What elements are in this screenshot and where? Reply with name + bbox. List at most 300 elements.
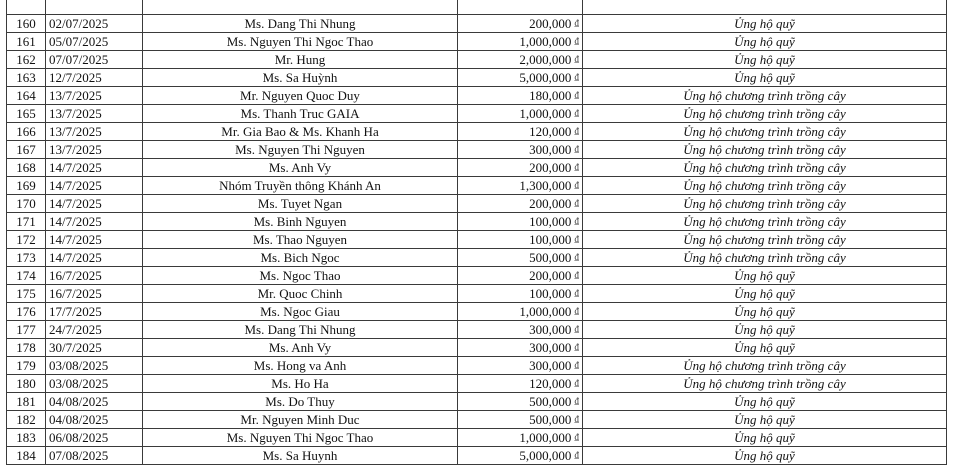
- donation-table-body: [7, 0, 947, 465]
- currency-symbol: ₫: [574, 126, 579, 136]
- note-cell: [583, 177, 947, 195]
- currency-symbol: ₫: [574, 450, 579, 460]
- currency-symbol: ₫: [574, 144, 579, 154]
- amount-text: 300,000: [529, 340, 572, 355]
- row-number-text: 161: [16, 33, 36, 49]
- donor-name-text: Ms. Sa Huynh: [262, 447, 338, 463]
- date-cell: [46, 15, 143, 33]
- note-text: Ủng hộ quỹ: [734, 429, 795, 445]
- row-number-text: 178: [16, 339, 36, 355]
- donor-name-cell: [143, 123, 458, 141]
- currency-symbol: ₫: [574, 198, 579, 208]
- amount-text: 200,000: [529, 16, 572, 31]
- amount-cell: [458, 213, 583, 231]
- date-cell: [46, 303, 143, 321]
- currency-symbol: ₫: [574, 270, 579, 280]
- amount-cell: [458, 321, 583, 339]
- note-text: Ủng hộ quỹ: [734, 303, 795, 319]
- row-number-text: 172: [16, 231, 36, 247]
- note-cell: [583, 51, 947, 69]
- note-cell: [583, 33, 947, 51]
- row-number-cell: [7, 123, 46, 141]
- amount-cell: [458, 87, 583, 105]
- currency-symbol: ₫: [574, 54, 579, 64]
- amount-cell: [458, 33, 583, 51]
- note-text: Ủng hộ quỹ: [734, 321, 795, 337]
- row-number-cell: [7, 411, 46, 429]
- date-cell: [46, 87, 143, 105]
- row-number-cell: [7, 339, 46, 357]
- donor-name-cell: [143, 375, 458, 393]
- row-number-cell: [7, 321, 46, 339]
- note-text: Ủng hộ chương trình trồng cây: [683, 177, 846, 193]
- row-number-text: 162: [16, 51, 36, 67]
- donor-name-text: Ms. Bich Ngoc: [260, 249, 340, 265]
- donor-name-cell: [143, 267, 458, 285]
- note-cell: [583, 321, 947, 339]
- note-text: Ủng hộ chương trình trồng cây: [683, 195, 846, 211]
- amount-cell: [458, 429, 583, 447]
- amount-cell: [458, 105, 583, 123]
- currency-symbol: ₫: [574, 18, 579, 28]
- date-cell: [46, 267, 143, 285]
- currency-symbol: ₫: [574, 216, 579, 226]
- note-text: Ủng hộ chương trình trồng cây: [683, 141, 846, 157]
- note-text: Ủng hộ chương trình trồng cây: [683, 123, 846, 139]
- table-row: [7, 33, 947, 51]
- donor-name-text: Nhóm Truyền thông Khánh An: [219, 177, 381, 193]
- date-cell: [46, 177, 143, 195]
- note-cell: [583, 213, 947, 231]
- note-text: Ủng hộ chương trình trồng cây: [683, 87, 846, 103]
- amount-cell: [458, 15, 583, 33]
- date-text: 13/7/2025: [49, 87, 102, 103]
- row-number-text: 183: [16, 429, 36, 445]
- donor-name-cell: [143, 51, 458, 69]
- donor-name-cell: [143, 249, 458, 267]
- date-cell: [46, 195, 143, 213]
- table-row: [7, 249, 947, 267]
- row-number-text: 184: [16, 447, 36, 463]
- date-text: 13/7/2025: [49, 105, 102, 121]
- amount-text: 500,000: [529, 394, 572, 409]
- currency-symbol: ₫: [574, 306, 579, 316]
- donor-name-cell: [143, 195, 458, 213]
- note-text: Ủng hộ chương trình trồng cây: [683, 357, 846, 373]
- donor-name-text: Ms. Anh Vy: [268, 159, 332, 175]
- date-text: 24/7/2025: [49, 321, 102, 337]
- amount-text: 5,000,000: [519, 70, 572, 85]
- row-number-cell: [7, 69, 46, 87]
- amount-text: 120,000: [529, 124, 572, 139]
- amount-cell: [458, 447, 583, 465]
- amount-text: 100,000: [529, 286, 572, 301]
- date-cell: [46, 51, 143, 69]
- row-number-text: 175: [16, 285, 36, 301]
- row-number-text: 168: [16, 159, 36, 175]
- note-cell: [583, 105, 947, 123]
- donor-name-text: Mr. Hung: [274, 51, 326, 67]
- donor-name-text: Ms. Do Thuy: [265, 393, 335, 409]
- donor-name-text: Ms. Nguyen Thi Ngoc Thao: [226, 33, 374, 49]
- table-row: [7, 213, 947, 231]
- donor-name-text: Mr. Gia Bao & Ms. Khanh Ha: [221, 123, 379, 139]
- currency-symbol: ₫: [574, 324, 579, 334]
- donor-name-text: Ms. Thao Nguyen: [252, 231, 347, 247]
- amount-text: 500,000: [529, 412, 572, 427]
- amount-cell: [458, 411, 583, 429]
- note-cell: [583, 375, 947, 393]
- date-text: 14/7/2025: [49, 213, 102, 229]
- note-text: Ủng hộ chương trình trồng cây: [683, 159, 846, 175]
- date-text: 14/7/2025: [49, 195, 102, 211]
- row-number-cell: [7, 375, 46, 393]
- amount-cell: [458, 195, 583, 213]
- donor-name-cell: [143, 339, 458, 357]
- donor-name-cell: [143, 213, 458, 231]
- date-text: 07/08/2025: [49, 447, 109, 463]
- row-number-text: 176: [16, 303, 36, 319]
- amount-text: 1,300,000: [519, 178, 572, 193]
- table-row: [7, 429, 947, 447]
- date-cell: [46, 231, 143, 249]
- donor-name-text: Ms. Dang Thi Nhung: [244, 15, 356, 31]
- note-text: Ủng hộ quỹ: [734, 447, 795, 463]
- amount-cell: [458, 123, 583, 141]
- amount-text: 1,000,000: [519, 106, 572, 121]
- note-text: Ủng hộ chương trình trồng cây: [683, 375, 846, 391]
- currency-symbol: ₫: [574, 396, 579, 406]
- row-number-cell: [7, 0, 46, 15]
- table-row: [7, 87, 947, 105]
- table-row: [7, 159, 947, 177]
- table-row: [7, 0, 947, 15]
- donor-name-text: Ms. Anh Vy: [268, 339, 332, 355]
- date-cell: [46, 411, 143, 429]
- table-row: [7, 303, 947, 321]
- table-row: [7, 393, 947, 411]
- note-cell: [583, 339, 947, 357]
- donor-name-cell: [143, 177, 458, 195]
- row-number-text: 182: [16, 411, 36, 427]
- date-cell: [46, 447, 143, 465]
- donor-name-text: Ms. Hong va Anh: [253, 357, 347, 373]
- donor-name-text: Ms. Sa Huỳnh: [262, 69, 338, 85]
- date-text: 03/08/2025: [49, 375, 109, 391]
- date-cell: [46, 69, 143, 87]
- donor-name-text: Ms. Dang Thi Nhung: [244, 321, 356, 337]
- currency-symbol: ₫: [574, 36, 579, 46]
- amount-cell: [458, 159, 583, 177]
- note-cell: [583, 249, 947, 267]
- row-number-text: 167: [16, 141, 36, 157]
- note-cell: [583, 303, 947, 321]
- row-number-cell: [7, 195, 46, 213]
- table-row: [7, 123, 947, 141]
- date-cell: [46, 123, 143, 141]
- note-cell: [583, 123, 947, 141]
- donor-name-text: Ms. Binh Nguyen: [253, 213, 347, 229]
- row-number-text: 174: [16, 267, 36, 283]
- row-number-text: 165: [16, 105, 36, 121]
- table-row: [7, 51, 947, 69]
- table-row: [7, 195, 947, 213]
- row-number-cell: [7, 267, 46, 285]
- note-text: Ủng hộ quỹ: [734, 393, 795, 409]
- amount-text: 500,000: [529, 250, 572, 265]
- table-row: [7, 411, 947, 429]
- donor-name-text: Ms. Nguyen Thi Nguyen: [235, 141, 365, 157]
- amount-text: 200,000: [529, 268, 572, 283]
- donation-table: [6, 0, 947, 465]
- amount-text: 180,000: [529, 88, 572, 103]
- date-text: 14/7/2025: [49, 159, 102, 175]
- note-text: Ủng hộ quỹ: [734, 267, 795, 283]
- donor-name-cell: [143, 159, 458, 177]
- row-number-cell: [7, 357, 46, 375]
- donor-name-cell: [143, 429, 458, 447]
- amount-text: 100,000: [529, 214, 572, 229]
- note-text: Ủng hộ chương trình trồng cây: [683, 231, 846, 247]
- date-cell: [46, 0, 143, 15]
- amount-text: 1,000,000: [519, 34, 572, 49]
- note-text: Ủng hộ quỹ: [734, 51, 795, 67]
- table-row: [7, 375, 947, 393]
- currency-symbol: ₫: [574, 432, 579, 442]
- note-cell: [583, 231, 947, 249]
- note-cell: [583, 0, 947, 15]
- donor-name-cell: [143, 357, 458, 375]
- donor-name-cell: [143, 447, 458, 465]
- date-cell: [46, 285, 143, 303]
- date-text: 14/7/2025: [49, 231, 102, 247]
- date-text: 06/08/2025: [49, 429, 109, 445]
- table-row: [7, 357, 947, 375]
- date-text: 12/7/2025: [49, 69, 102, 85]
- donor-name-cell: [143, 393, 458, 411]
- note-cell: [583, 285, 947, 303]
- date-text: 30/7/2025: [49, 339, 102, 355]
- note-cell: [583, 411, 947, 429]
- donor-name-cell: [143, 321, 458, 339]
- note-cell: [583, 267, 947, 285]
- note-text: Ủng hộ chương trình trồng cây: [683, 213, 846, 229]
- donor-name-cell: [143, 69, 458, 87]
- donor-name-cell: [143, 0, 458, 15]
- amount-cell: [458, 141, 583, 159]
- row-number-cell: [7, 429, 46, 447]
- amount-cell: [458, 393, 583, 411]
- date-text: 17/7/2025: [49, 303, 102, 319]
- amount-cell: [458, 177, 583, 195]
- note-cell: [583, 195, 947, 213]
- table-row: [7, 447, 947, 465]
- donor-name-cell: [143, 33, 458, 51]
- row-number-text: 171: [16, 213, 36, 229]
- date-text: 13/7/2025: [49, 123, 102, 139]
- currency-symbol: ₫: [574, 108, 579, 118]
- currency-symbol: ₫: [574, 288, 579, 298]
- row-number-cell: [7, 393, 46, 411]
- row-number-text: 166: [16, 123, 36, 139]
- date-cell: [46, 321, 143, 339]
- donor-name-cell: [143, 411, 458, 429]
- table-row: [7, 285, 947, 303]
- row-number-cell: [7, 303, 46, 321]
- date-text: 14/7/2025: [49, 249, 102, 265]
- donor-name-cell: [143, 303, 458, 321]
- row-number-cell: [7, 177, 46, 195]
- row-number-cell: [7, 33, 46, 51]
- date-text: 07/07/2025: [49, 51, 109, 67]
- row-number-text: 181: [16, 393, 36, 409]
- amount-cell: [458, 69, 583, 87]
- row-number-cell: [7, 141, 46, 159]
- note-text: Ủng hộ quỹ: [734, 69, 795, 85]
- note-text: Ủng hộ quỹ: [734, 285, 795, 301]
- table-row: [7, 105, 947, 123]
- row-number-text: 179: [16, 357, 36, 373]
- row-number-cell: [7, 159, 46, 177]
- date-text: 05/07/2025: [49, 33, 109, 49]
- table-row: [7, 267, 947, 285]
- currency-symbol: ₫: [574, 342, 579, 352]
- date-text: 16/7/2025: [49, 285, 102, 301]
- date-cell: [46, 159, 143, 177]
- currency-symbol: ₫: [574, 360, 579, 370]
- date-cell: [46, 213, 143, 231]
- donor-name-cell: [143, 231, 458, 249]
- row-number-text: 173: [16, 249, 36, 265]
- note-cell: [583, 15, 947, 33]
- row-number-text: 169: [16, 177, 36, 193]
- currency-symbol: ₫: [574, 162, 579, 172]
- date-text: 02/07/2025: [49, 15, 109, 31]
- amount-text: 300,000: [529, 142, 572, 157]
- row-number-cell: [7, 249, 46, 267]
- note-cell: [583, 429, 947, 447]
- currency-symbol: ₫: [574, 252, 579, 262]
- date-cell: [46, 339, 143, 357]
- amount-text: 300,000: [529, 322, 572, 337]
- date-cell: [46, 393, 143, 411]
- table-row: [7, 177, 947, 195]
- note-cell: [583, 393, 947, 411]
- row-number-text: 163: [16, 69, 36, 85]
- date-cell: [46, 141, 143, 159]
- donor-name-text: Ms. Ngoc Thao: [259, 267, 341, 283]
- amount-cell: [458, 0, 583, 15]
- amount-cell: [458, 285, 583, 303]
- donor-name-text: Ms. Thanh Truc GAIA: [240, 105, 360, 121]
- note-cell: [583, 87, 947, 105]
- row-number-text: 180: [16, 375, 36, 391]
- amount-text: 120,000: [529, 376, 572, 391]
- amount-text: 1,000,000: [519, 304, 572, 319]
- note-cell: [583, 141, 947, 159]
- note-text: Ủng hộ quỹ: [734, 15, 795, 31]
- donor-name-cell: [143, 141, 458, 159]
- row-number-cell: [7, 87, 46, 105]
- amount-cell: [458, 267, 583, 285]
- donor-name-cell: [143, 87, 458, 105]
- note-cell: [583, 357, 947, 375]
- table-row: [7, 231, 947, 249]
- amount-text: 200,000: [529, 160, 572, 175]
- row-number-text: 160: [16, 15, 36, 31]
- amount-cell: [458, 51, 583, 69]
- currency-symbol: ₫: [574, 180, 579, 190]
- table-row: [7, 321, 947, 339]
- donor-name-text: Mr. Nguyen Quoc Duy: [240, 87, 360, 103]
- date-text: 13/7/2025: [49, 141, 102, 157]
- currency-symbol: ₫: [574, 72, 579, 82]
- date-text: 16/7/2025: [49, 267, 102, 283]
- amount-text: 100,000: [529, 232, 572, 247]
- note-cell: [583, 447, 947, 465]
- note-text: Ủng hộ chương trình trồng cây: [683, 249, 846, 265]
- row-number-cell: [7, 447, 46, 465]
- row-number-text: 177: [16, 321, 36, 337]
- amount-text: 1,000,000: [519, 430, 572, 445]
- row-number-cell: [7, 51, 46, 69]
- note-text: Ủng hộ quỹ: [734, 411, 795, 427]
- date-cell: [46, 429, 143, 447]
- amount-cell: [458, 357, 583, 375]
- amount-text: 200,000: [529, 196, 572, 211]
- note-text: Ủng hộ quỹ: [734, 33, 795, 49]
- date-text: 04/08/2025: [49, 411, 109, 427]
- date-text: 03/08/2025: [49, 357, 109, 373]
- donor-name-text: Ms. Ngoc Giau: [260, 303, 340, 319]
- date-text: 14/7/2025: [49, 177, 102, 193]
- currency-symbol: ₫: [574, 234, 579, 244]
- date-cell: [46, 33, 143, 51]
- donor-name-cell: [143, 15, 458, 33]
- donor-name-text: Ms. Ho Ha: [271, 375, 329, 391]
- row-number-cell: [7, 231, 46, 249]
- date-cell: [46, 105, 143, 123]
- date-text: 04/08/2025: [49, 393, 109, 409]
- donor-name-cell: [143, 105, 458, 123]
- donor-name-text: Mr. Nguyen Minh Duc: [240, 411, 360, 427]
- table-row: [7, 339, 947, 357]
- amount-text: 300,000: [529, 358, 572, 373]
- table-row: [7, 141, 947, 159]
- date-cell: [46, 375, 143, 393]
- row-number-cell: [7, 105, 46, 123]
- row-number-text: 164: [16, 87, 36, 103]
- currency-symbol: ₫: [574, 414, 579, 424]
- amount-text: 2,000,000: [519, 52, 572, 67]
- amount-cell: [458, 375, 583, 393]
- donor-name-cell: [143, 285, 458, 303]
- row-number-cell: [7, 15, 46, 33]
- donor-name-text: Ms. Tuyet Ngan: [257, 195, 343, 211]
- donor-name-text: Mr. Quoc Chinh: [257, 285, 343, 301]
- date-cell: [46, 249, 143, 267]
- amount-text: 5,000,000: [519, 448, 572, 463]
- amount-cell: [458, 231, 583, 249]
- row-number-text: 170: [16, 195, 36, 211]
- currency-symbol: ₫: [574, 90, 579, 100]
- amount-cell: [458, 339, 583, 357]
- date-cell: [46, 357, 143, 375]
- note-text: Ủng hộ chương trình trồng cây: [683, 105, 846, 121]
- row-number-cell: [7, 213, 46, 231]
- note-cell: [583, 159, 947, 177]
- note-text: Ủng hộ quỹ: [734, 339, 795, 355]
